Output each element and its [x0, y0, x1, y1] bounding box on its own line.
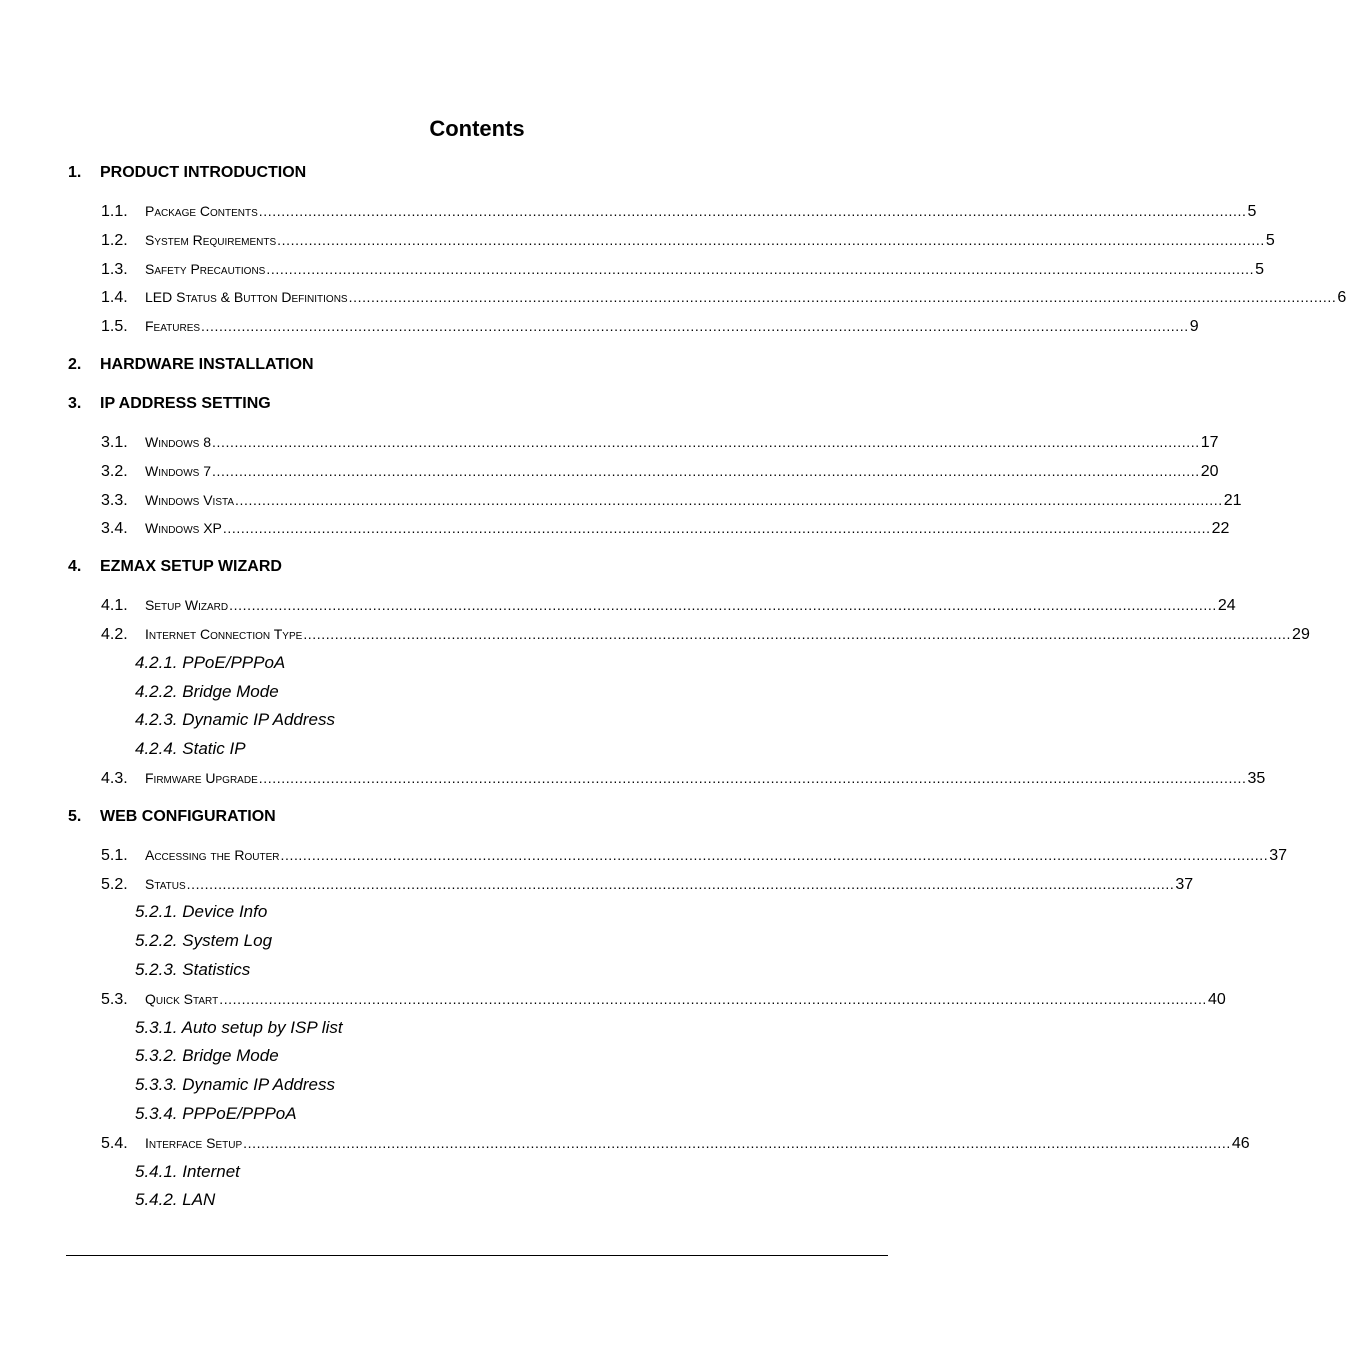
- toc-entry[interactable]: [68, 312, 1199, 341]
- dot-leader: ............................................................................................................................................................................................................................: [212, 433, 1200, 450]
- section-title: PRODUCT INTRODUCTION: [100, 164, 307, 181]
- entry-label: Status: [145, 875, 186, 892]
- entry-number: 5.3.: [101, 990, 128, 1008]
- section-title: IP ADDRESS SETTING: [100, 394, 271, 412]
- dot-leader: ............................................................................................................................................................................................................................: [277, 231, 1265, 248]
- entry-page-number: 20: [1200, 462, 1219, 480]
- section-entries: [68, 591, 1310, 793]
- entry-number: 3.4.: [101, 520, 128, 538]
- section-title: WEB CONFIGURATION: [100, 807, 276, 825]
- section-entries: [68, 197, 1346, 341]
- toc-entry[interactable]: [68, 283, 1346, 312]
- entry-number: 4.3.: [101, 769, 128, 787]
- dot-leader: ............................................................................................................................................................................................................................: [280, 846, 1269, 863]
- toc-subentry[interactable]: 4.2.3. Dynamic IP Address: [135, 710, 335, 730]
- toc-entry[interactable]: [68, 620, 1310, 649]
- toc-entry[interactable]: [68, 870, 1194, 899]
- entry-label: Quick Start: [145, 990, 219, 1007]
- entry-page-number: 24: [1217, 597, 1236, 615]
- dot-leader: ............................................................................................................................................................................................................................: [219, 990, 1207, 1007]
- footer-divider: [66, 1255, 888, 1256]
- toc-subentry[interactable]: 5.3.2. Bridge Mode: [135, 1046, 279, 1066]
- toc-entry[interactable]: [68, 985, 1226, 1014]
- section-entries: [68, 428, 1242, 543]
- toc-entry[interactable]: [68, 486, 1242, 515]
- entry-label: Safety Precautions: [145, 260, 266, 277]
- entry-number: 5.2.: [101, 875, 128, 893]
- section-number: 4.: [68, 558, 82, 576]
- entry-label: Windows XP: [145, 520, 222, 537]
- dot-leader: ............................................................................................................................................................................................................................: [243, 1134, 1231, 1151]
- entry-page-number: 17: [1200, 433, 1219, 451]
- entry-page-number: 37: [1175, 875, 1194, 893]
- toc-section-heading[interactable]: [68, 802, 886, 832]
- entry-label: Firmware Upgrade: [145, 769, 258, 786]
- dot-leader: ............................................................................................................................................................................................................................: [258, 203, 1247, 219]
- entry-number: 3.1.: [101, 433, 128, 451]
- entry-number: 3.2.: [101, 462, 128, 480]
- entry-number: 1.3.: [101, 260, 128, 278]
- entry-number: 5.1.: [101, 846, 128, 864]
- page-title: Contents: [429, 116, 525, 141]
- toc-entry[interactable]: [68, 1129, 1250, 1158]
- toc-subentry[interactable]: 4.2.4. Static IP: [135, 739, 246, 759]
- dot-leader: ............................................................................................................................................................................................................................: [348, 289, 1337, 306]
- entry-number: 4.1.: [101, 597, 128, 615]
- entry-number: 1.2.: [101, 231, 128, 249]
- section-number: 5.: [68, 807, 82, 825]
- entry-label: Windows 8: [145, 433, 211, 450]
- toc-entry[interactable]: [68, 428, 1219, 457]
- dot-leader: ............................................................................................................................................................................................................................: [212, 462, 1200, 479]
- entry-page-number: 46: [1231, 1134, 1250, 1152]
- toc-entry[interactable]: [68, 764, 1266, 793]
- toc-subentry[interactable]: 5.2.2. System Log: [135, 931, 273, 951]
- entry-page-number: 21: [1223, 491, 1242, 509]
- dot-leader: ............................................................................................................................................................................................................................: [186, 875, 1175, 892]
- entry-page-number: 6: [1337, 289, 1346, 307]
- toc-subentry[interactable]: 5.2.1. Device Info: [135, 902, 268, 922]
- table-of-contents: [68, 158, 1346, 1215]
- entry-number: 1.4.: [101, 289, 128, 307]
- entry-label: System Requirements: [145, 231, 277, 248]
- entry-label: Features: [145, 318, 201, 335]
- toc-subentry[interactable]: 5.3.1. Auto setup by ISP list: [135, 1017, 343, 1037]
- entry-page-number: 22: [1211, 520, 1230, 538]
- section-number: 3.: [68, 394, 82, 412]
- entry-label: Windows Vista: [145, 491, 235, 508]
- dot-leader: ............................................................................................................................................................................................................................: [258, 769, 1247, 786]
- entry-label: Interface Setup: [145, 1134, 243, 1151]
- entry-number: 1.5.: [101, 318, 128, 336]
- entry-label: Accessing the Router: [145, 846, 280, 863]
- entry-label: LED Status & Button Definitions: [145, 289, 348, 306]
- dot-leader: ............................................................................................................................................................................................................................: [229, 597, 1217, 614]
- entry-number: 4.2.: [101, 625, 128, 643]
- entry-page-number: 40: [1207, 990, 1226, 1008]
- toc-subentry[interactable]: 5.2.3. Statistics: [135, 959, 251, 979]
- section-entries: [68, 841, 1287, 1215]
- toc-subentry[interactable]: 5.3.4. PPPoE/PPPoA: [135, 1103, 297, 1123]
- section-title: EZMAX SETUP WIZARD: [100, 558, 282, 576]
- entry-page-number: 37: [1269, 846, 1287, 864]
- toc-section-heading[interactable]: [68, 552, 886, 582]
- toc-entry[interactable]: [68, 457, 1219, 486]
- section-number: 1.: [68, 164, 82, 181]
- toc-entry[interactable]: [68, 591, 1236, 620]
- toc-subentry[interactable]: 4.2.2. Bridge Mode: [135, 681, 279, 701]
- dot-leader: ............................................................................................................................................................................................................................: [222, 520, 1211, 537]
- entry-page-number: 29: [1292, 625, 1310, 643]
- toc-entry[interactable]: [68, 197, 1257, 226]
- toc-subentry[interactable]: 5.4.1. Internet: [135, 1161, 240, 1181]
- entry-page-number: 5: [1247, 203, 1257, 220]
- entry-label: Setup Wizard: [145, 597, 229, 614]
- toc-entry[interactable]: [68, 255, 1264, 284]
- toc-subentry[interactable]: 5.4.2. LAN: [135, 1190, 216, 1210]
- dot-leader: ............................................................................................................................................................................................................................: [201, 318, 1189, 335]
- toc-entry[interactable]: [68, 841, 1287, 870]
- entry-page-number: 5: [1265, 231, 1275, 249]
- entry-number: 5.4.: [101, 1134, 128, 1152]
- entry-label: Internet Connection Type: [145, 625, 303, 642]
- entry-page-number: 35: [1247, 769, 1266, 787]
- section-number: 2.: [68, 355, 82, 373]
- entry-number: 3.3.: [101, 491, 128, 509]
- entry-page-number: 5: [1255, 260, 1264, 278]
- entry-label: Package Contents: [145, 203, 258, 219]
- toc-section-heading[interactable]: [68, 350, 886, 380]
- toc-section-heading[interactable]: [68, 158, 886, 188]
- dot-leader: ............................................................................................................................................................................................................................: [303, 625, 1292, 642]
- toc-entry[interactable]: [68, 226, 1275, 255]
- entry-number: 1.1.: [101, 203, 128, 220]
- toc-subentry[interactable]: 4.2.1. PPoE/PPPoA: [135, 652, 286, 672]
- toc-entry[interactable]: [68, 514, 1230, 543]
- entry-page-number: 9: [1189, 318, 1199, 336]
- toc-section-heading[interactable]: [68, 389, 886, 419]
- dot-leader: ............................................................................................................................................................................................................................: [266, 260, 1255, 277]
- section-title: HARDWARE INSTALLATION: [100, 355, 314, 373]
- entry-label: Windows 7: [145, 462, 211, 479]
- toc-subentry[interactable]: 5.3.3. Dynamic IP Address: [135, 1075, 335, 1095]
- dot-leader: ............................................................................................................................................................................................................................: [235, 491, 1223, 508]
